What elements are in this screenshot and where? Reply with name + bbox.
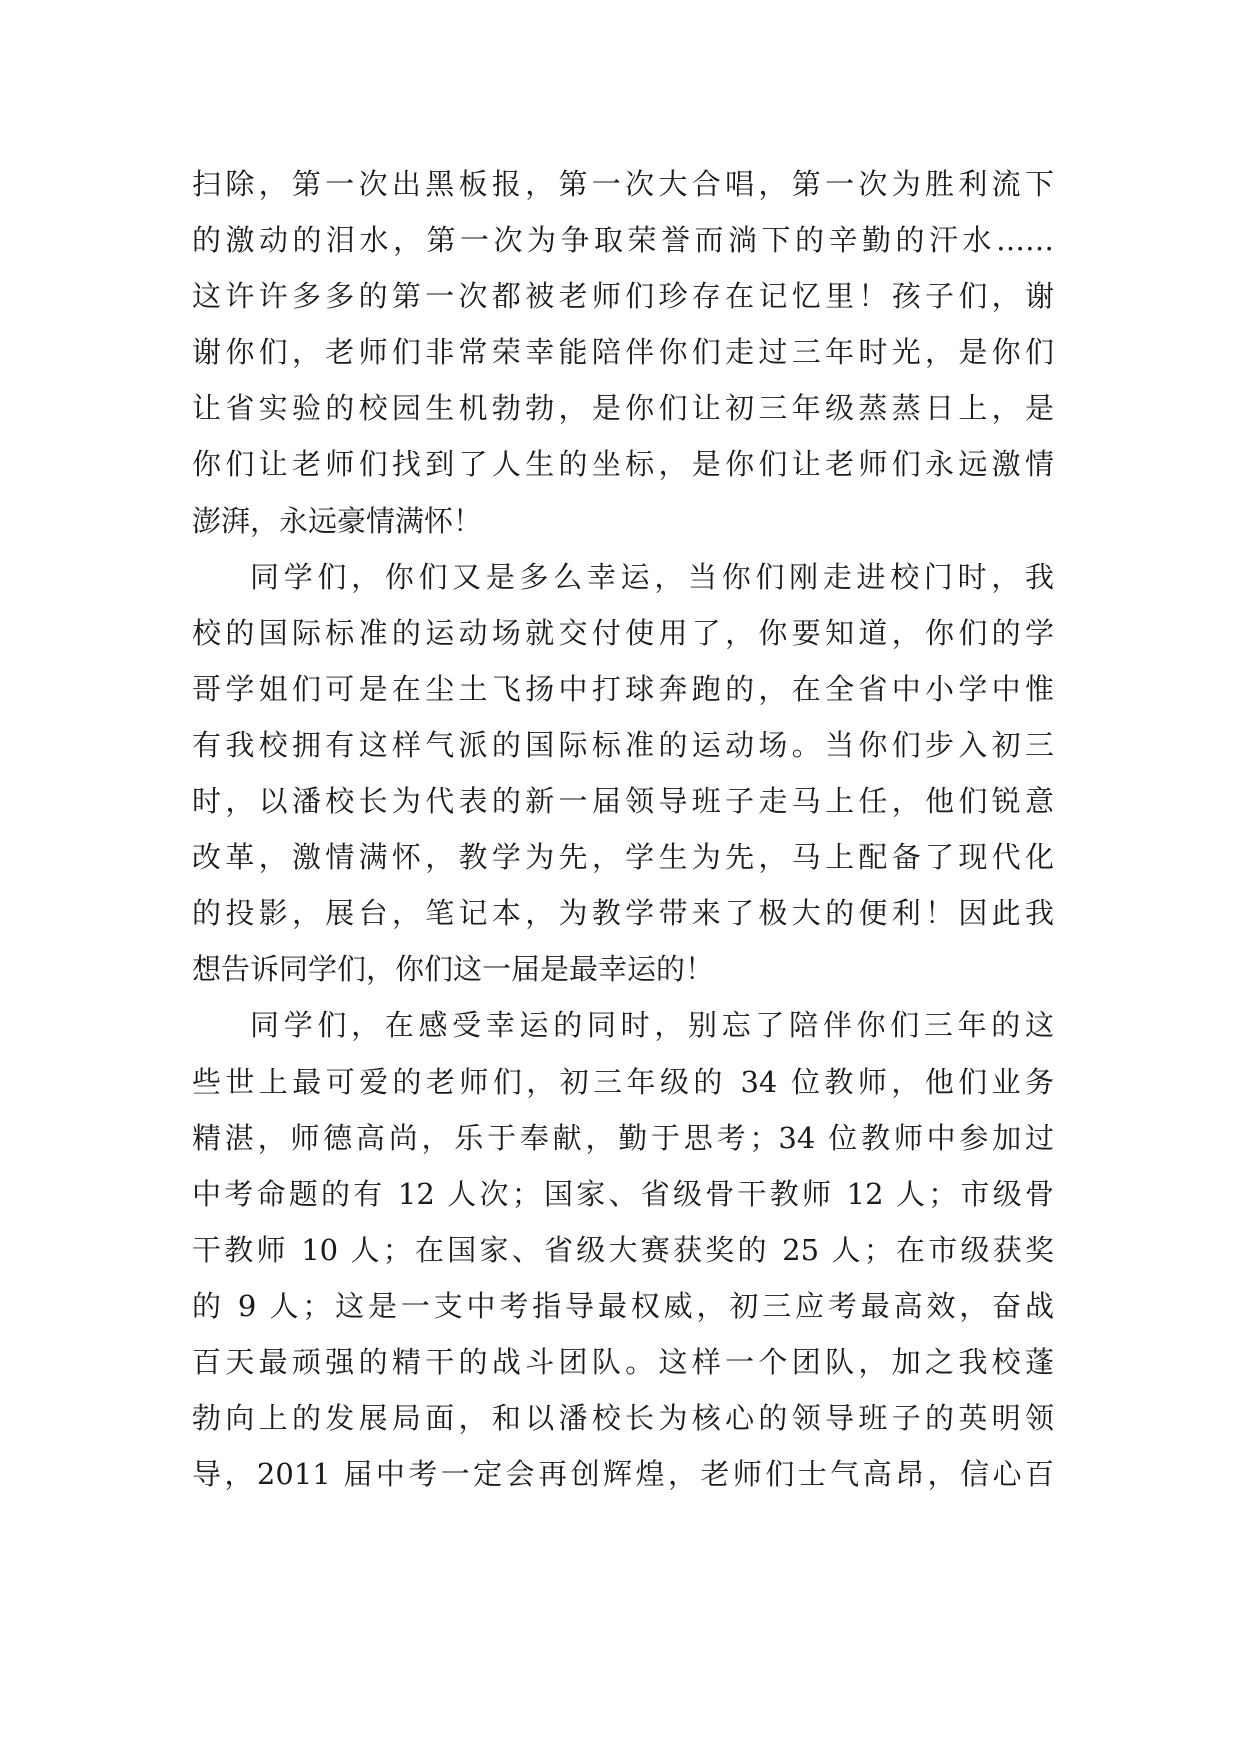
text-line: 的 9 人；这是一支中考指导最权威，初三应考最高效，奋战 [192, 1288, 1054, 1323]
text-line: 改革，激情满怀，教学为先，学生为先，马上配备了现代化 [192, 840, 1054, 875]
text-line: 干教师 10 人；在国家、省级大赛获奖的 25 人；在市级获奖 [192, 1232, 1054, 1267]
text-line: 想告诉同学们，你们这一届是最幸运的！ [192, 952, 715, 987]
body-text [192, 156, 1054, 1502]
text-line: 些世上最可爱的老师们，初三年级的 34 位教师，他们业务 [192, 1064, 1054, 1099]
text-line: 导，2011 届中考一定会再创辉煌，老师们士气高昂，信心百 [192, 1457, 1054, 1492]
text-line: 校的国际标准的运动场就交付使用了，你要知道，你们的学 [192, 615, 1054, 650]
text-line: 的激动的泪水，第一次为争取荣誉而淌下的辛勤的汗水…… [192, 223, 1054, 258]
text-line: 这许许多多的第一次都被老师们珍存在记忆里！孩子们，谢 [192, 279, 1054, 314]
text-line: 精湛，师德高尚，乐于奉献，勤于思考；34 位教师中参加过 [192, 1120, 1054, 1155]
text-line: 你们让老师们找到了人生的坐标，是你们让老师们永远激情 [192, 447, 1054, 482]
text-line: 有我校拥有这样气派的国际标准的运动场。当你们步入初三 [192, 727, 1054, 762]
text-line: 同学们，在感受幸运的同时，别忘了陪伴你们三年的这 [250, 1008, 1054, 1043]
text-line: 时，以潘校长为代表的新一届领导班子走马上任，他们锐意 [192, 784, 1054, 819]
text-line: 澎湃，永远豪情满怀！ [192, 503, 483, 538]
text-line: 扫除，第一次出黑板报，第一次大合唱，第一次为胜利流下 [192, 167, 1054, 201]
text-line: 百天最顽强的精干的战斗团队。这样一个团队，加之我校蓬 [192, 1344, 1054, 1379]
text-line: 让省实验的校园生机勃勃，是你们让初三年级蒸蒸日上，是 [192, 391, 1054, 426]
text-line: 勃向上的发展局面，和以潘校长为核心的领导班子的英明领 [192, 1401, 1054, 1436]
text-line: 哥学姐们可是在尘土飞扬中打球奔跑的，在全省中小学中惟 [192, 671, 1054, 706]
text-line: 同学们，你们又是多么幸运，当你们刚走进校门时，我 [250, 559, 1054, 594]
text-line: 中考命题的有 12 人次；国家、省级骨干教师 12 人；市级骨 [192, 1176, 1054, 1211]
text-line: 的投影，展台，笔记本，为教学带来了极大的便利！因此我 [192, 896, 1054, 931]
text-line: 谢你们，老师们非常荣幸能陪伴你们走过三年时光，是你们 [192, 335, 1054, 370]
